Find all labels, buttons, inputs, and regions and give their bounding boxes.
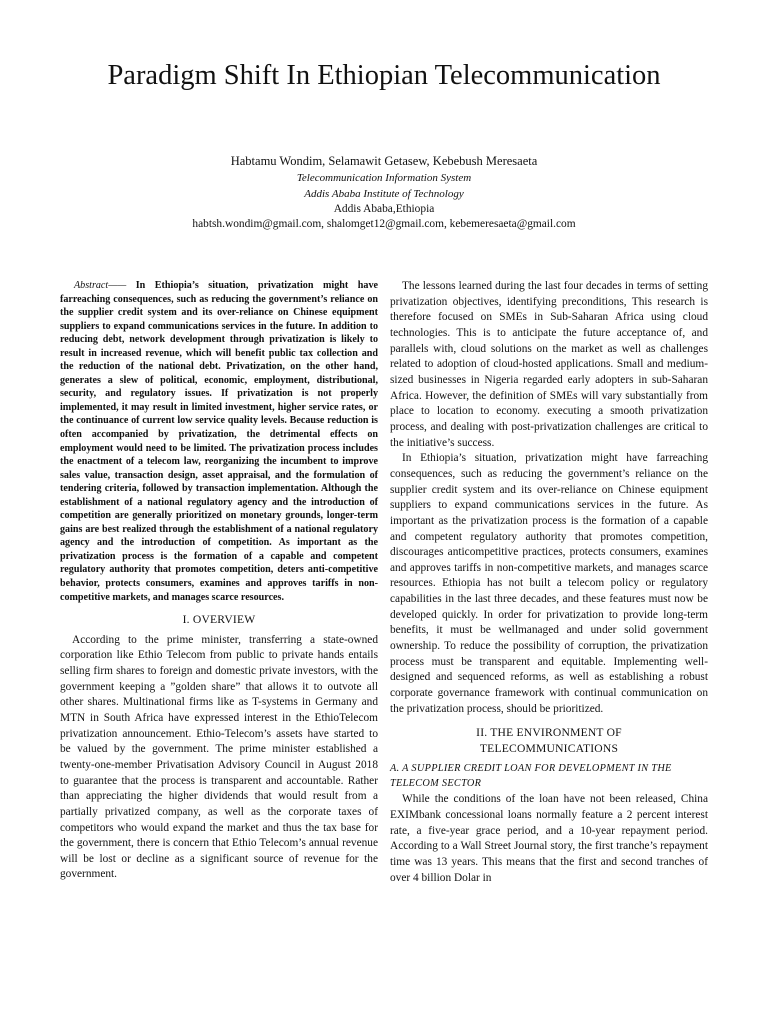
affiliation-institute: Addis Ababa Institute of Technology <box>304 188 464 200</box>
section-heading-overview: I. OVERVIEW <box>182 613 256 627</box>
section-heading-environment <box>390 725 708 756</box>
abstract <box>60 279 378 604</box>
abstract-text: In Ethiopia’s situation, privatization might have farreaching consequences, such as reducing the government’s reliance on the supplier credit system and its over-reliance on Chinese equipment suppliers to expand communications services in the future. In addition to reducing debt, network development through privatization is likely to result in increased revenue, which will benefit public tax collection and the reduction of the national debt. Privatization, on the other hand, generates a slew of political, economic, employment, distributional, security, and regulatory issues. If privatization is not properly implemented, it may result in limited investment, higher service rates, or the continuance of current low service quality levels. Because reduction is often accompanied by privatization, the detrimental effects on employment would need to be limited. The privatization process includes the enactment of a telecom law, reorganizing the incumbent to improve sales value, transaction design, asset appraisal, and the formulation of tendering criteria, followed by transaction implementation. Although the establishment of a national regulatory agency and the introduction of competition are generally prioritized on monetary grounds, longer-term gains are best realized through the establishment of a national regulatory agency and the introduction of competition. As important as the privatization process is the formation of a capable and competent regulatory authority that promotes competition, deters anti-competitive behavior, protects consumers, examines and approves tariffs in non-competitive markets, and manages scarce resources. <box>60 280 378 603</box>
situation-paragraph: In Ethiopia’s situation, privatization might have farreaching consequences, such as reducing the government’s reliance on the supplier credit system and its over-reliance on Chinese equipment suppliers to expand communications services in the future. As important as the privatization process is the formation of a capable and competent regulatory authority that promotes competition, discourages anticompetitive practices, protects consumers, examines and approves tariffs in non-competitive markets, and manages scarce resources. Ethiopia has not built a telecom policy or regulatory capabilities in the last three decades, and these features must now be developed quickly. In order for privatization to provide long-term benefits, it must be wellmanaged and under solid government ownership. To reduce the possibility of corruption, the privatization process must be transparent and equitable. Implementing well-designed and sequenced reforms, as well as establishing a robust corporate governance framework with continual communication on the privatization process, should be prioritized. <box>390 452 708 715</box>
subsection-heading-supplier-credit: A. A SUPPLIER CREDIT LOAN FOR DEVELOPMENT IN THE TELECOM SECTOR <box>390 763 672 790</box>
abstract-label: Abstract <box>74 280 109 291</box>
right-column <box>390 279 708 886</box>
section-heading-environment-line1: II. THE ENVIRONMENT OF <box>476 726 622 740</box>
author-block <box>0 153 768 232</box>
author-emails: habtsh.wondim@gmail.com, shalomget12@gmail.com, kebemeresaeta@gmail.com <box>192 218 576 230</box>
authors: Habtamu Wondim, Selamawit Getasew, Kebebush Meresaeta <box>230 154 538 168</box>
paper-title: Paradigm Shift In Ethiopian Telecommunication <box>107 60 661 91</box>
supplier-credit-paragraph: While the conditions of the loan have not been released, China EXIMbank concessional loans normally feature a 2 percent interest rate, a five-year grace period, and a 10-year repayment period. According to a Wall Street Journal story, the first tranche’s repayment time was 13 years. This means that the first and second tranches of over 4 billion Dolar in <box>390 793 708 884</box>
abstract-dash: —— <box>108 280 136 291</box>
overview-paragraph: According to the prime minister, transferring a state-owned corporation like Ethio Telecom from public to private hands entails selling firm shares to foreign and domestic private investors, with the government keeping a ”golden share” that allows it to outvote all other shares. Multinational firms like as T-systems in Germany and MTN in South Africa have expressed interest in the EthioTelecom privatization announcement. Ethio-Telecom’s assets have started to be valued by the government. The prime minister established a twenty-one-member Privatisation Advisory Council in August 2018 to guarantee that the process is transparent and accountable. Rather than appreciating the higher dividends that would result from a partially privatized company, as well as the corporate taxes of competitors who would expand the market and thus the tax base for the government, there is concern that Ethio Telecom’s annual revenue will be lost or decline as a significant source of revenue for the government. <box>60 633 378 881</box>
section-heading-environment-line2: TELECOMMUNICATIONS <box>479 741 619 755</box>
affiliation-department: Telecommunication Information System <box>296 172 472 184</box>
lessons-paragraph: The lessons learned during the last four decades in terms of setting privatization objectives, identifying preconditions, This research is therefore focused on SMEs in Sub-Saharan Africa using cloud technologies. This is to anticipate the future acceptance of, and parallels with, cloud solutions on the market as well as challenges related to adoption of cloud-hosted applications. Small and medium-sized businesses in Nigeria regarded early adopters in sub-Saharan Africa. However, the definition of SMEs will vary substantially from place to location to economy. executing a smooth privatization process, and dealing with post-privatization challenges are critical to the initiative’s success. <box>390 280 708 449</box>
left-column <box>60 279 378 883</box>
affiliation-city: Addis Ababa,Ethiopia <box>333 203 435 215</box>
